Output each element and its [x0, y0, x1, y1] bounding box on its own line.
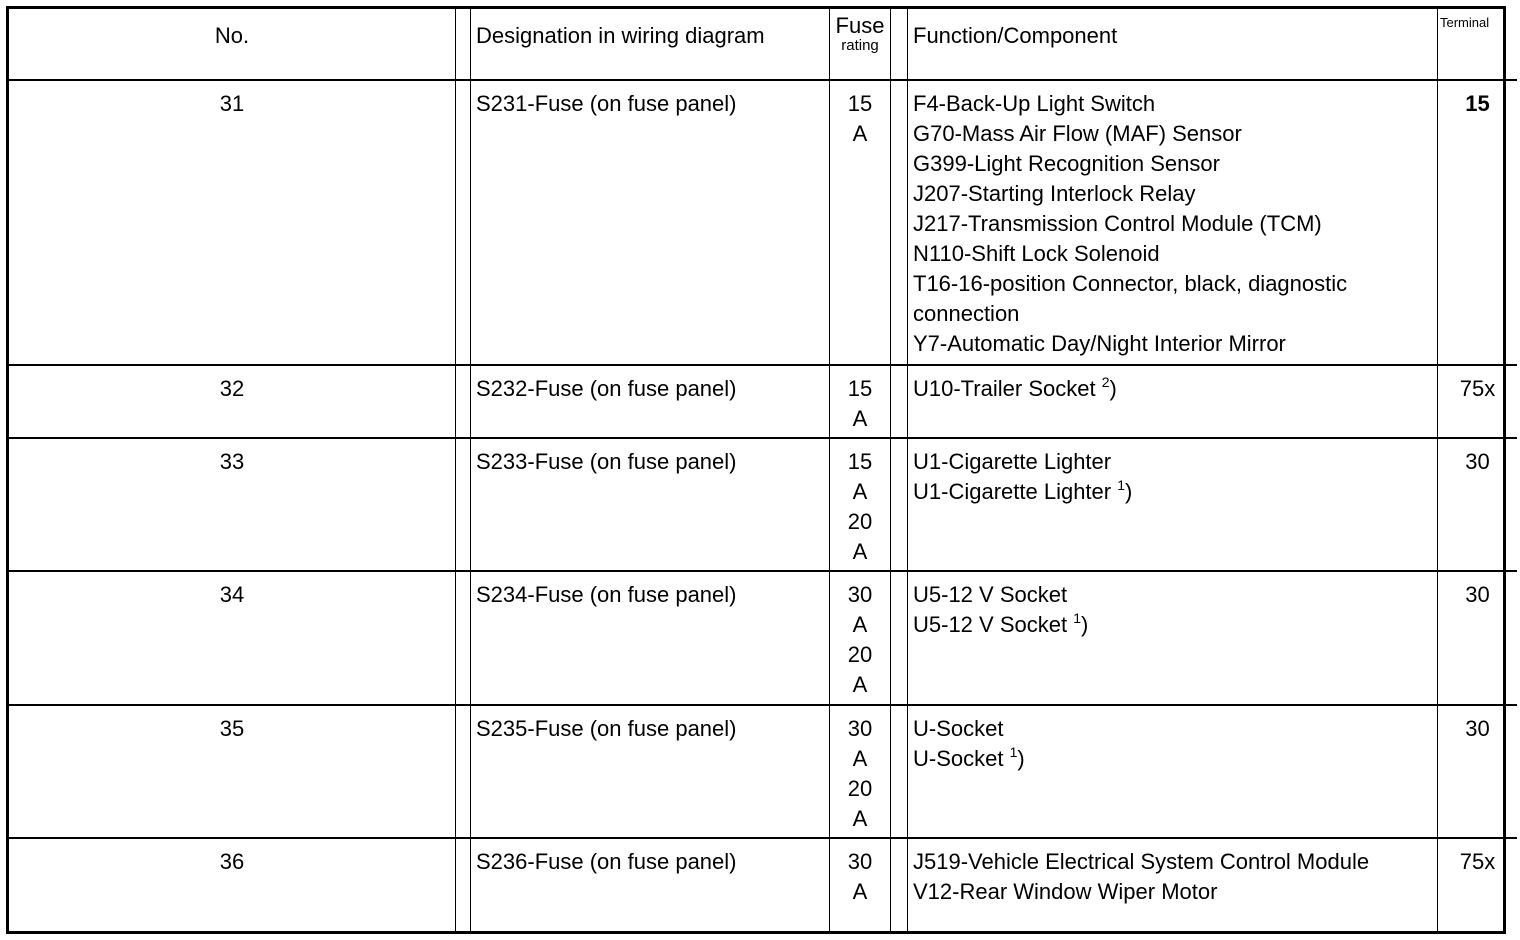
table-row	[9, 571, 1517, 704]
row-terminal: 30	[1438, 705, 1518, 838]
header-row	[9, 9, 1517, 80]
header-spacer-1	[456, 9, 471, 80]
row-fuse-rating	[830, 365, 891, 438]
row-spacer-1	[456, 571, 471, 704]
row-terminal: 75x	[1438, 838, 1518, 931]
header-rating: rating	[841, 37, 879, 54]
row-fuse-rating	[830, 838, 891, 931]
row-fuse-rating	[830, 705, 891, 838]
component-item: F4-Back-Up Light Switch	[913, 90, 1156, 116]
component-item: U5-12 V Socket	[913, 582, 1068, 608]
component-item: T16-16-position Connector, black, diagnostic connection	[913, 270, 1348, 326]
row-designation: S231-Fuse (on fuse panel)	[471, 80, 830, 365]
component-item: J207-Starting Interlock Relay	[913, 180, 1196, 206]
component-item: V12-Rear Window Wiper Motor	[913, 878, 1218, 904]
component-item: J217-Transmission Control Module (TCM)	[913, 210, 1322, 236]
row-spacer-1	[456, 365, 471, 438]
component-item: U-Socket $^1$)	[913, 743, 1025, 771]
fuse-rating-line: A	[852, 805, 868, 831]
fuse-rating-line: A	[852, 745, 868, 771]
table-row	[9, 838, 1517, 931]
row-function-component	[908, 80, 1438, 365]
fuse-table-body	[9, 9, 1517, 931]
fuse-rating-line: 15	[847, 448, 873, 474]
fuse-rating-line: A	[852, 538, 868, 564]
header-fuse: Fuse	[835, 13, 885, 38]
fuse-rating-line: 30	[847, 715, 873, 741]
component-item: U-Socket	[913, 715, 1004, 741]
component-item: U10-Trailer Socket $^2$)	[913, 373, 1117, 401]
row-terminal: 15	[1438, 80, 1518, 365]
fuse-rating-line: A	[852, 612, 868, 638]
header-no: No.	[9, 9, 456, 80]
row-fuse-rating	[830, 438, 891, 571]
footnote-marker: 2	[1101, 373, 1110, 390]
fuse-rating-line: 15	[847, 90, 873, 116]
footnote-marker: 1	[1073, 610, 1081, 627]
row-function-component	[908, 838, 1438, 931]
row-designation: S236-Fuse (on fuse panel)	[471, 838, 830, 931]
row-spacer-2	[891, 438, 908, 571]
footnote-marker: 1	[1117, 476, 1126, 493]
row-function-component	[908, 705, 1438, 838]
row-terminal: 75x	[1438, 365, 1518, 438]
fuse-rating-line: 30	[847, 848, 873, 874]
fuse-rating-line: 15	[847, 375, 873, 401]
row-function-component	[908, 571, 1438, 704]
row-number: 31	[9, 80, 456, 365]
table-row	[9, 80, 1517, 365]
fuse-rating-line: A	[852, 878, 868, 904]
row-number: 34	[9, 571, 456, 704]
fuse-rating-line: A	[852, 120, 868, 146]
row-spacer-1	[456, 705, 471, 838]
component-item: U1-Cigarette Lighter	[913, 448, 1112, 474]
header-fuse-rating	[830, 9, 891, 80]
row-designation: S234-Fuse (on fuse panel)	[471, 571, 830, 704]
row-spacer-2	[891, 571, 908, 704]
header-terminal: Terminal	[1438, 9, 1518, 80]
table-row	[9, 365, 1517, 438]
row-spacer-1	[456, 838, 471, 931]
row-spacer-1	[456, 438, 471, 571]
component-item: N110-Shift Lock Solenoid	[913, 240, 1160, 266]
footnote-marker: 1	[1009, 743, 1018, 760]
row-number: 32	[9, 365, 456, 438]
fuse-rating-line: 20	[847, 508, 873, 534]
row-number: 35	[9, 705, 456, 838]
row-spacer-2	[891, 705, 908, 838]
table-row	[9, 705, 1517, 838]
row-designation: S232-Fuse (on fuse panel)	[471, 365, 830, 438]
fuse-rating-line: 30	[847, 582, 873, 608]
component-item: U5-12 V Socket $^1$)	[913, 610, 1089, 638]
header-function: Function/Component	[908, 9, 1438, 80]
row-function-component	[908, 365, 1438, 438]
fuse-rating-line: A	[852, 478, 868, 504]
row-spacer-2	[891, 838, 908, 931]
table-row	[9, 438, 1517, 571]
component-item: J519-Vehicle Electrical System Control Module	[913, 848, 1370, 874]
component-item: G70-Mass Air Flow (MAF) Sensor	[913, 120, 1242, 146]
component-item: Y7-Automatic Day/Night Interior Mirror	[913, 330, 1286, 356]
header-spacer-2	[891, 9, 908, 80]
fuse-table	[9, 9, 1517, 931]
row-spacer-2	[891, 80, 908, 365]
row-fuse-rating	[830, 571, 891, 704]
fuse-rating-line: A	[852, 672, 868, 698]
row-designation: S235-Fuse (on fuse panel)	[471, 705, 830, 838]
fuse-table-frame	[6, 6, 1506, 934]
row-designation: S233-Fuse (on fuse panel)	[471, 438, 830, 571]
row-terminal: 30	[1438, 571, 1518, 704]
row-spacer-2	[891, 365, 908, 438]
fuse-rating-line: A	[852, 405, 868, 431]
component-item: G399-Light Recognition Sensor	[913, 150, 1220, 176]
row-terminal: 30	[1438, 438, 1518, 571]
row-spacer-1	[456, 80, 471, 365]
header-designation: Designation in wiring diagram	[471, 9, 830, 80]
row-number: 33	[9, 438, 456, 571]
fuse-rating-line: 20	[847, 775, 873, 801]
row-number: 36	[9, 838, 456, 931]
fuse-rating-line: 20	[847, 642, 873, 668]
row-fuse-rating	[830, 80, 891, 365]
component-item: U1-Cigarette Lighter $^1$)	[913, 476, 1133, 504]
row-function-component	[908, 438, 1438, 571]
